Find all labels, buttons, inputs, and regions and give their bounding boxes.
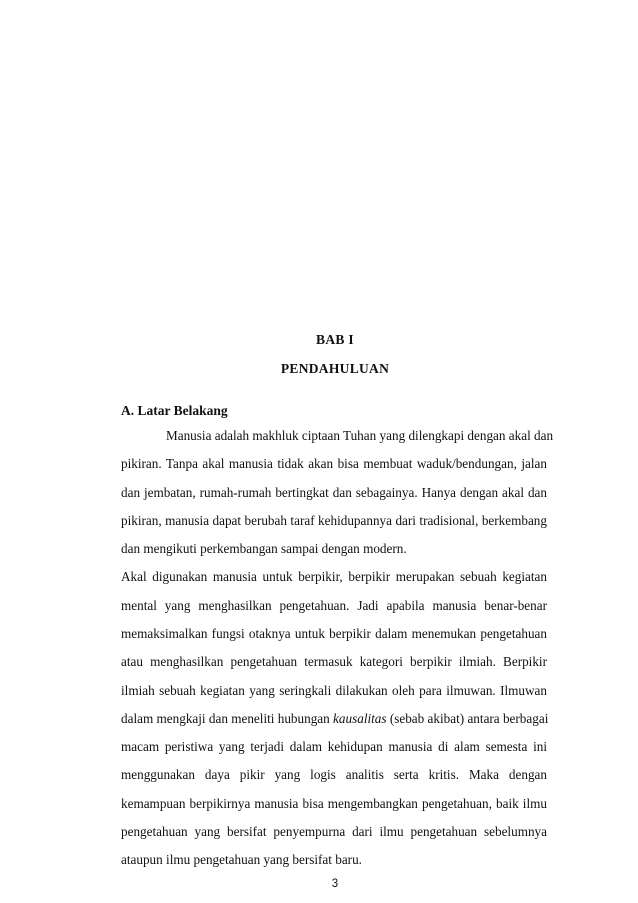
paragraph-line-with-italic	[121, 711, 547, 727]
chapter-number: BAB I	[316, 332, 354, 347]
paragraph-line: memaksimalkan fungsi otaknya untuk berpikir dalam menemukan pengetahuan	[121, 626, 547, 641]
paragraph-line: pengetahuan yang bersifat penyempurna dari ilmu pengetahuan sebelumnya	[121, 824, 547, 839]
paragraph-line: ilmiah sebuah kegiatan yang seringkali dilakukan oleh para ilmuwan. Ilmuwan	[121, 683, 547, 698]
paragraph-line: dan mengikuti perkembangan sampai dengan modern.	[121, 541, 407, 556]
paragraph-line: mental yang menghasilkan pengetahuan. Jadi apabila manusia benar-benar	[121, 598, 547, 613]
line-text-after: (sebab akibat) antara berbagai	[389, 711, 549, 726]
paragraph-line: macam peristiwa yang terjadi dalam kehidupan manusia di alam semesta ini	[121, 739, 547, 754]
paragraph-line: pikiran, manusia dapat berubah taraf kehidupannya dari tradisional, berkembang	[121, 513, 547, 528]
paragraph-line: Akal digunakan manusia untuk berpikir, berpikir merupakan sebuah kegiatan	[121, 569, 547, 584]
paragraph-line: dan jembatan, rumah-rumah bertingkat dan sebagainya. Hanya dengan akal dan	[121, 485, 547, 500]
paragraph-line: Manusia adalah makhluk ciptaan Tuhan yang dilengkapi dengan akal dan	[166, 428, 554, 443]
paragraph-line: ataupun ilmu pengetahuan yang bersifat baru.	[121, 852, 362, 867]
italic-term: kausalitas	[333, 711, 387, 726]
section-heading: A. Latar Belakang	[121, 403, 228, 418]
paragraph-line: pikiran. Tanpa akal manusia tidak akan bisa membuat waduk/bendungan, jalan	[121, 456, 547, 471]
paragraph-line: atau menghasilkan pengetahuan termasuk kategori berpikir ilmiah. Berpikir	[121, 654, 547, 669]
paragraph-line: menggunakan daya pikir yang logis analitis serta kritis. Maka dengan	[121, 767, 547, 782]
chapter-title: PENDAHULUAN	[280, 361, 390, 376]
paragraph-line: kemampuan berpikirnya manusia bisa mengembangkan pengetahuan, baik ilmu	[121, 796, 547, 811]
page-number: 3	[331, 878, 339, 890]
line-text-before: dalam mengkaji dan meneliti hubungan	[121, 711, 330, 726]
